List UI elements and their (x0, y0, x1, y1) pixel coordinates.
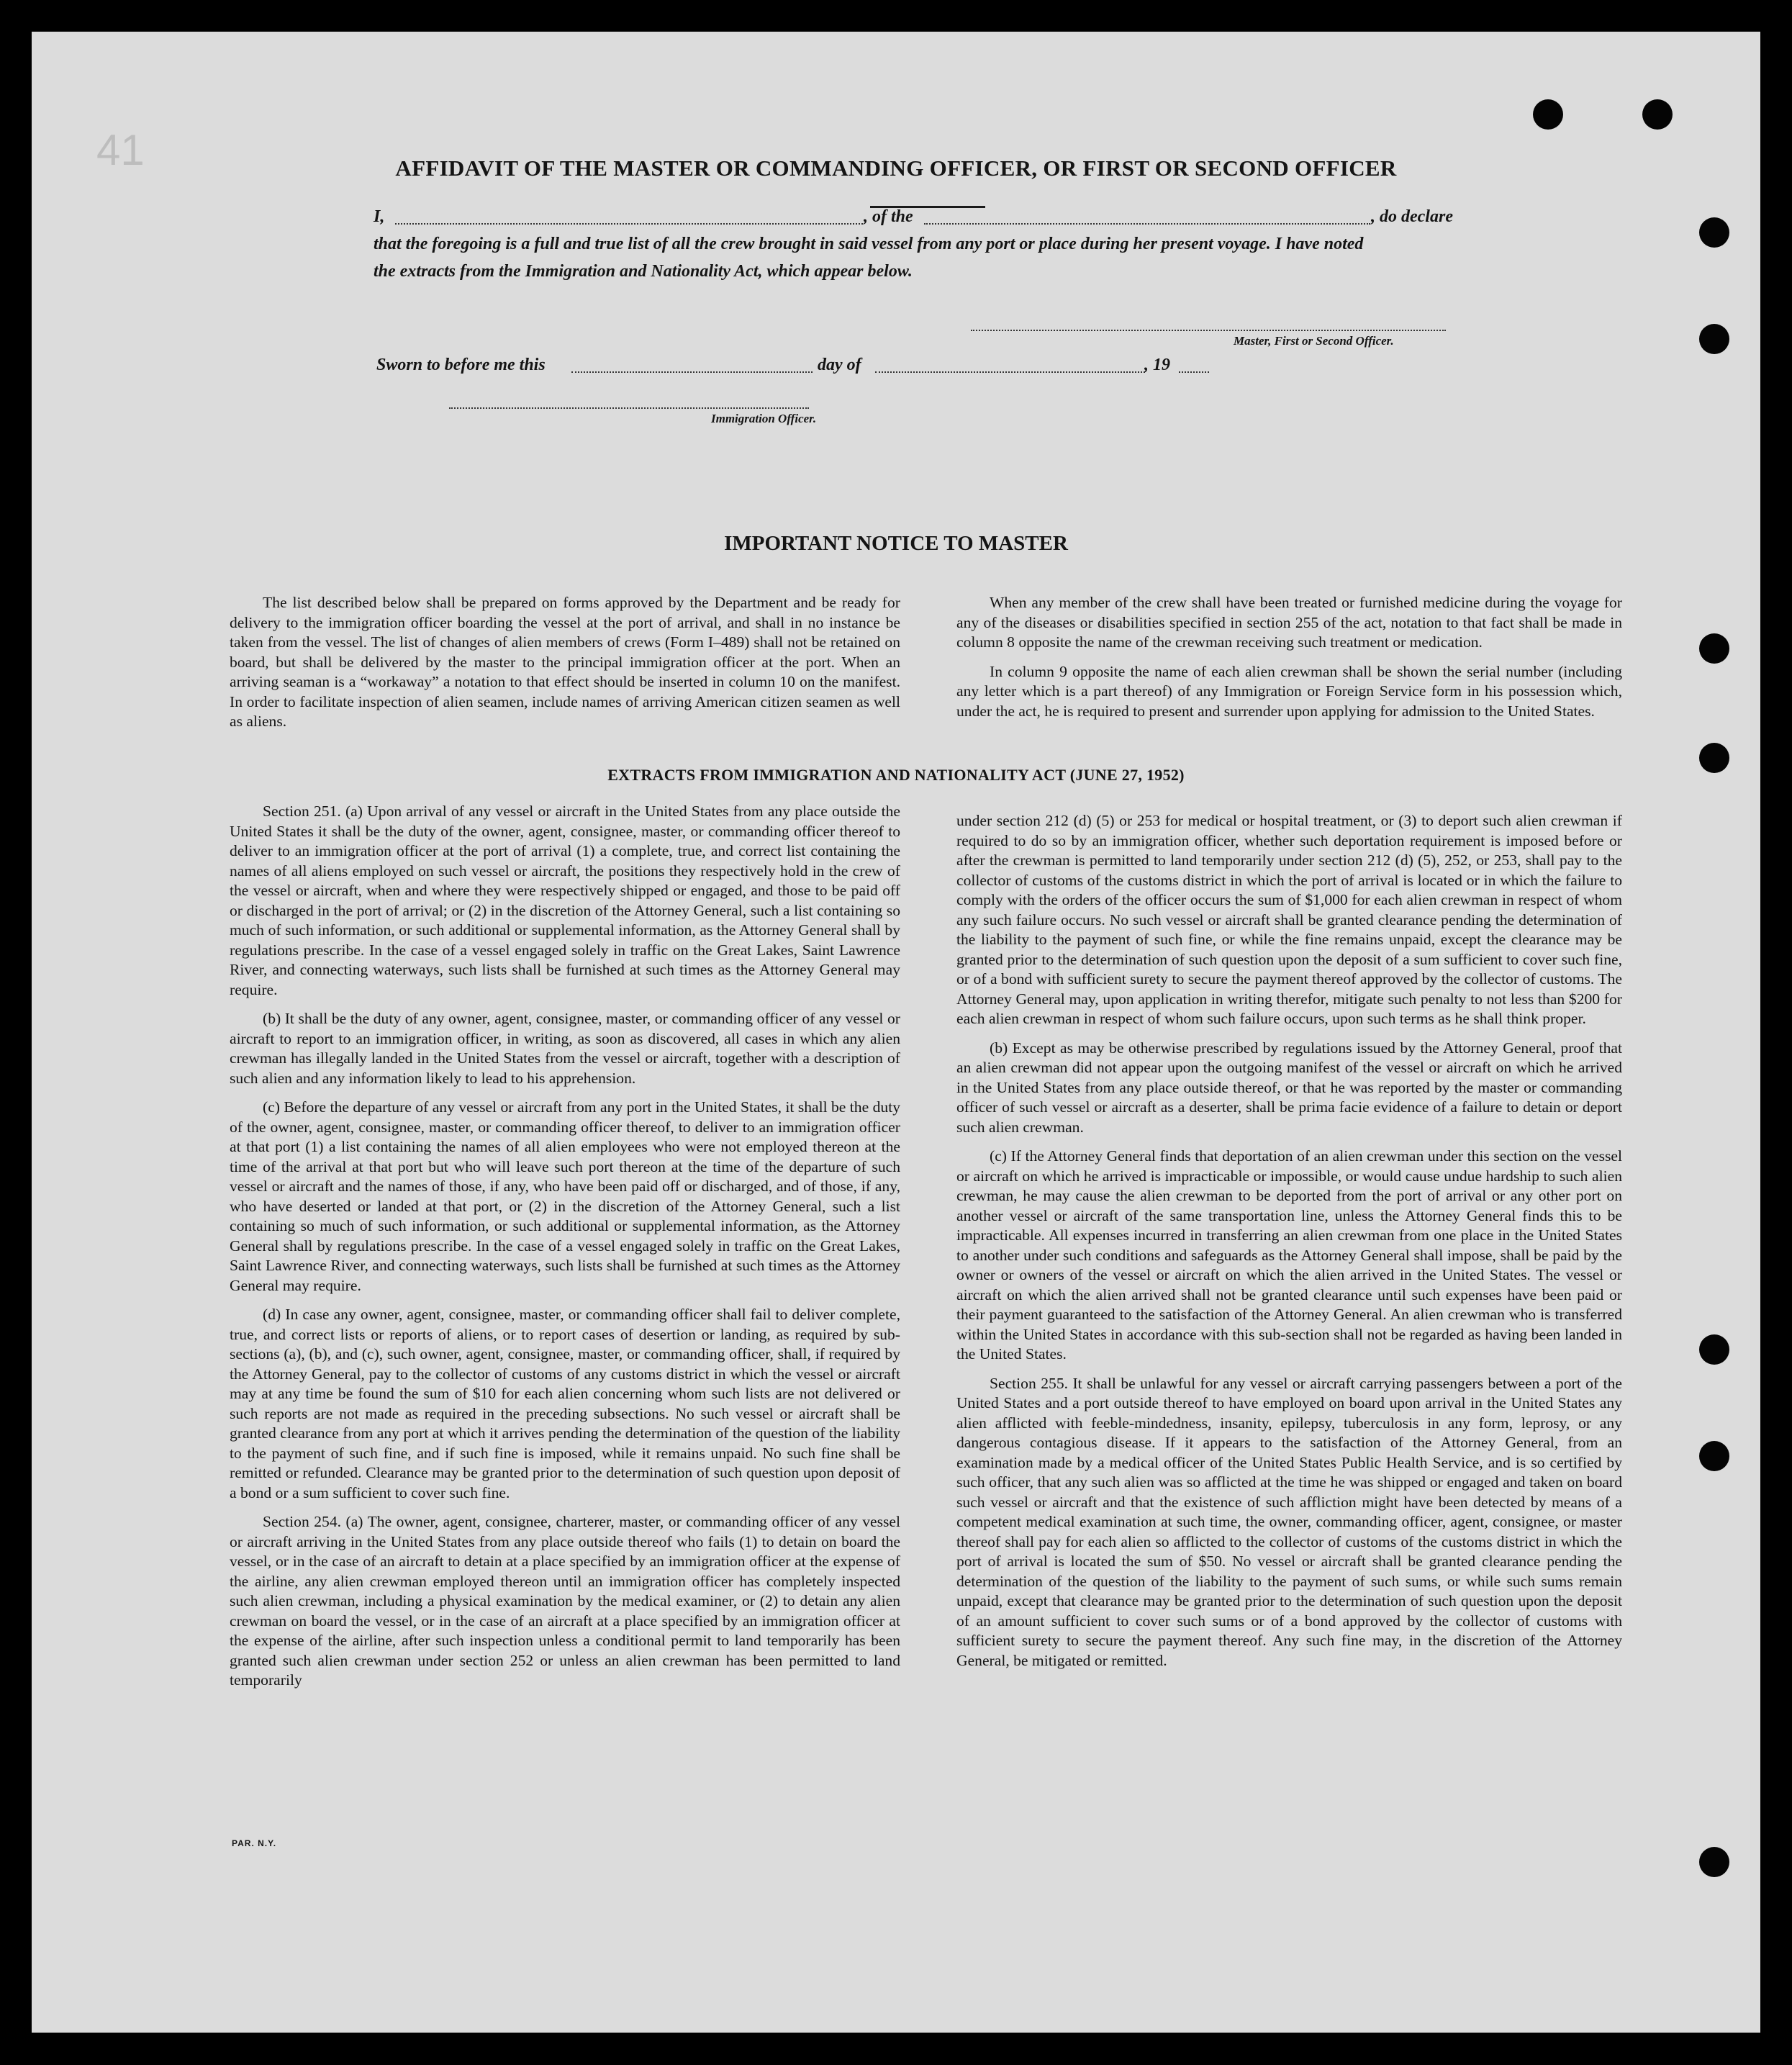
section-paragraph: (c) Before the departure of any vessel or aircraft from any port in the United States, it shall be the duty of the owner, agent, consignee, master, or commanding officer thereof, to deliver to an immigration officer at that port (1) a list containing the names of all alien employees who were not employed thereon at the time of the arrival at that port but who will leave such port thereon at the time of the departure of such vessel or aircraft and the names of those, if any, who have been paid off or discharged, and of those, if any, who have deserted or landed at that port, or (2) in the discretion of the Attorney General, such a list containing so much of such information, or such additional or supplemental information, as the Attorney General shall by regulations prescribe. In the case of a vessel engaged solely in traffic on the Great Lakes, Saint Lawrence River, and connecting waterways, such lists shall be furnished at such times as the Attorney General may require. (230, 1098, 900, 1294)
declaration-line-2: that the foregoing is a full and true list of all the crew brought in said vessel from any port or place during her present voyage. I have noted (374, 235, 1364, 253)
section-paragraph: Section 251. (a) Upon arrival of any vessel or aircraft in the United States from any place outside the United States it shall be the duty of the owner, agent, consignee, master, or commanding officer thereof to deliver to an immigration officer at the port of arrival (1) a complete, true, and correct list containing the names of all aliens employed on such vessel or aircraft, the positions they respectively hold in the crew of the vessel or aircraft, when and where they were respectively shipped or engaged, and those to be paid off or discharged in the port of arrival; or (2) in the discretion of the Attorney General, such a list containing so much of such information, or such additional or supplemental information, as the Attorney General shall by regulations prescribe. In the case of a vessel engaged solely in traffic on the Great Lakes, Saint Lawrence River, and connecting waterways, such lists shall be furnished at such times as the Attorney General may require. (230, 803, 900, 998)
notice-paragraph: The list described below shall be prepared on forms approved by the Department and be ready for delivery to the immigration officer boarding the vessel at the port of arrival, and shall in no instance be taken from the vessel. The list of changes of alien members of crews (Form I–489) shall not be retained on board, but shall be delivered by the master to the principal immigration officer at the port. When an arriving seaman is a “workaway” a notation to that effect should be inserted in column 10 on the manifest. In order to facilitate inspection of alien seamen, include names of arriving American citizen seamen as well as aliens. (230, 594, 900, 730)
notice-left-column (230, 593, 900, 741)
sworn-year-field[interactable] (1179, 371, 1209, 373)
punch-hole (1699, 633, 1729, 664)
day-of-label: day of (818, 356, 861, 374)
notice-right-column (956, 593, 1622, 731)
notice-heading: IMPORTANT NOTICE TO MASTER (724, 532, 1068, 555)
declaration-line-3: the extracts from the Immigration and Nationality Act, which appear below. (374, 262, 913, 281)
officer-signature-field[interactable] (449, 407, 809, 409)
punch-hole (1699, 217, 1729, 248)
sworn-month-field[interactable] (875, 371, 1145, 373)
extracts-right-column (956, 811, 1622, 1680)
declaration-of-the-label: , of the (864, 207, 913, 226)
notice-paragraph: In column 9 opposite the name of each alien crewman shall be shown the serial number (including any letter which is a part thereof) of any Immigration or Foreign Service form in his possession which, under the act, he is required to present and surrender upon applying for admission to the United States. (956, 662, 1622, 720)
extracts-left-column (230, 802, 900, 1700)
section-paragraph: (b) Except as may be otherwise prescribed by regulations issued by the Attorney General, proof that an alien crewman did not appear upon the outgoing manifest of the vessel or aircraft on which he arrived in the United States from any place outside thereof, or that he was reported by the master or commanding officer of such vessel or aircraft as a deserter, shall be prima facie evidence of a failure to detain or deport such alien crewman. (956, 1039, 1622, 1136)
notice-paragraph: When any member of the crew shall have been treated or furnished medicine during the voyage for any of the diseases or disabilities specified in section 255 of the act, notation to that fact shall be made in column 8 opposite the name of the crewman receiving such treatment or medication. (956, 594, 1622, 651)
section-paragraph: under section 212 (d) (5) or 253 for medical or hospital treatment, or (3) to deport such alien crewman if required to do so by an immigration officer, whether such deportation requirement is imposed before or after the crewman is permitted to land temporarily under section 212 (d) (5), 252, or 253, shall pay to the collector of customs of the customs district in which the port of arrival is located or in which the failure to comply with the orders of the officer occurs the sum of $1,000 for each alien crewman in respect of whom any such failure occurs. No such vessel or aircraft shall be granted clearance pending the determination of the liability to the payment of such fine, or while the fine remains unpaid, except the clearance may be granted prior to the determination of such question upon the deposit of a sum sufficient to cover such fine, or of a bond with sufficient surety to secure the payment thereof approved by the collector of customs. The Attorney General may, upon application in writing therefor, mitigate such penalty to not less than $200 for each alien crewman in respect of whom such failure occurs, upon such terms as he shall think proper. (956, 812, 1622, 1027)
officer-signature-label: Immigration Officer. (711, 412, 817, 425)
side-mark: 41 (96, 126, 145, 174)
master-signature-field[interactable] (971, 330, 1446, 331)
year-label: , 19 (1144, 356, 1170, 374)
master-signature-label: Master, First or Second Officer. (1234, 334, 1394, 348)
vessel-field[interactable] (924, 223, 1370, 225)
declaration-do-declare-label: , do declare (1371, 207, 1453, 226)
section-paragraph: Section 255. It shall be unlawful for any vessel or aircraft carrying passengers between a port of the United States and a port outside thereof to have employed on board upon arrival in the United States any alien afflicted with feeble-mindedness, insanity, epilepsy, tuberculosis in any form, leprosy, or any dangerous contagious disease. If it appears to the satisfaction of the Attorney General, from an examination made by a medical officer of the United States Public Health Service, and is so certified by such officer, that any such alien was so afflicted at the time he was shipped or engaged and taken on board such vessel or aircraft and that the existence of such affliction might have been detected by means of a competent medical examination at such time, the owner, commanding officer, agent, consignee, or master thereof shall pay for each alien so afflicted to the collector of customs of the customs district in which the port of arrival is located the sum of $50. No vessel or aircraft shall be granted clearance pending the determination of the question of the liability to the payment of such sums, or while such sums remain unpaid, except that clearance may be granted prior to the determination of such question upon the deposit of an amount sufficient to cover such sums or of a bond approved by the collector of customs with sufficient surety to secure the payment thereof. Any such fine may, in the discretion of the Attorney General, be mitigated or remitted. (956, 1374, 1622, 1669)
section-paragraph: (d) In case any owner, agent, consignee, master, or commanding officer shall fail to deliver complete, true, and correct lists or reports of aliens, or to report cases of desertion or landing, as required by sub-sections (a), (b), and (c), such owner, agent, consignee, master, or commanding officer, shall, if required by the Attorney General, pay to the collector of customs of any customs district in which the vessel or aircraft may at any time be found the sum of $10 for each alien concerning whom such lists are not delivered or such reports are not made as required in the preceding subsections. No such vessel or aircraft shall be granted clearance from any port at which it arrives pending the determination of the question of the liability to the payment of such fine, and if such fine is imposed, while it remains unpaid. No such fine shall be remitted or refunded. Clearance may be granted prior to the determination of such question upon deposit of a bond or a sum sufficient to cover such fine. (230, 1306, 900, 1501)
punch-hole (1642, 99, 1673, 130)
punch-hole (1699, 1334, 1729, 1365)
punch-hole (1533, 99, 1563, 130)
punch-hole (1699, 1847, 1729, 1877)
punch-hole (1699, 324, 1729, 354)
extracts-heading: EXTRACTS FROM IMMIGRATION AND NATIONALITY ACT (JUNE 27, 1952) (607, 766, 1185, 784)
declaration-i-label: I, (374, 207, 385, 226)
punch-hole (1699, 1441, 1729, 1471)
printer-mark: PAR. N.Y. (232, 1838, 277, 1848)
section-paragraph: (b) It shall be the duty of any owner, agent, consignee, master, or commanding officer of any vessel or aircraft to report to an immigration officer, in writing, as soon as discovered, all cases in which any alien crewman has illegally landed in the United States from the vessel or aircraft, together with a description of such alien and any information likely to lead to his apprehension. (230, 1010, 900, 1087)
section-paragraph: (c) If the Attorney General finds that deportation of an alien crewman under this section on the vessel or aircraft on which he arrived is impracticable or impossible, or would cause undue hardship to such alien crewman, he may cause the alien crewman to be deported from the port of arrival or any other port on another vessel or aircraft of the same transportation line, unless the Attorney General finds this to be impracticable. All expenses incurred in transferring an alien crewman from one place in the United States to another under such conditions and safeguards as the Attorney General shall impose, shall be paid by the owner or owners of the vessel or aircraft on which the alien arrived in the United States. The vessel or aircraft on which the alien arrived shall not be granted clearance until such expenses have been paid or their payment guaranteed to the satisfaction of the Attorney General. An alien crewman who is transferred within the United States in accordance with this sub-section shall not be regarded as having been landed in the United States. (956, 1147, 1622, 1363)
document-page (32, 32, 1760, 2033)
page-title: AFFIDAVIT OF THE MASTER OR COMMANDING OFFICER, OR FIRST OR SECOND OFFICER (395, 155, 1397, 181)
section-paragraph: Section 254. (a) The owner, agent, consignee, charterer, master, or commanding officer of any vessel or aircraft arriving in the United States from any place outside thereof who fails (1) to detain on board the vessel, or in the case of an aircraft to detain at a place specified by an immigration officer at the expense of the airline, any alien crewman employed thereon until an immigration officer has completely inspected such alien crewman, including a physical examination by the medical examiner, or (2) to detain any alien crewman on board the vessel, or in the case of an aircraft at a place specified by an immigration officer at the expense of the airline, after such inspection unless a conditional permit to land temporarily has been granted such alien crewman under section 252 or unless an alien crewman has been permitted to land temporarily (230, 1513, 900, 1689)
sworn-label: Sworn to before me this (376, 356, 546, 374)
sworn-day-field[interactable] (571, 371, 813, 373)
name-field[interactable] (395, 223, 863, 225)
